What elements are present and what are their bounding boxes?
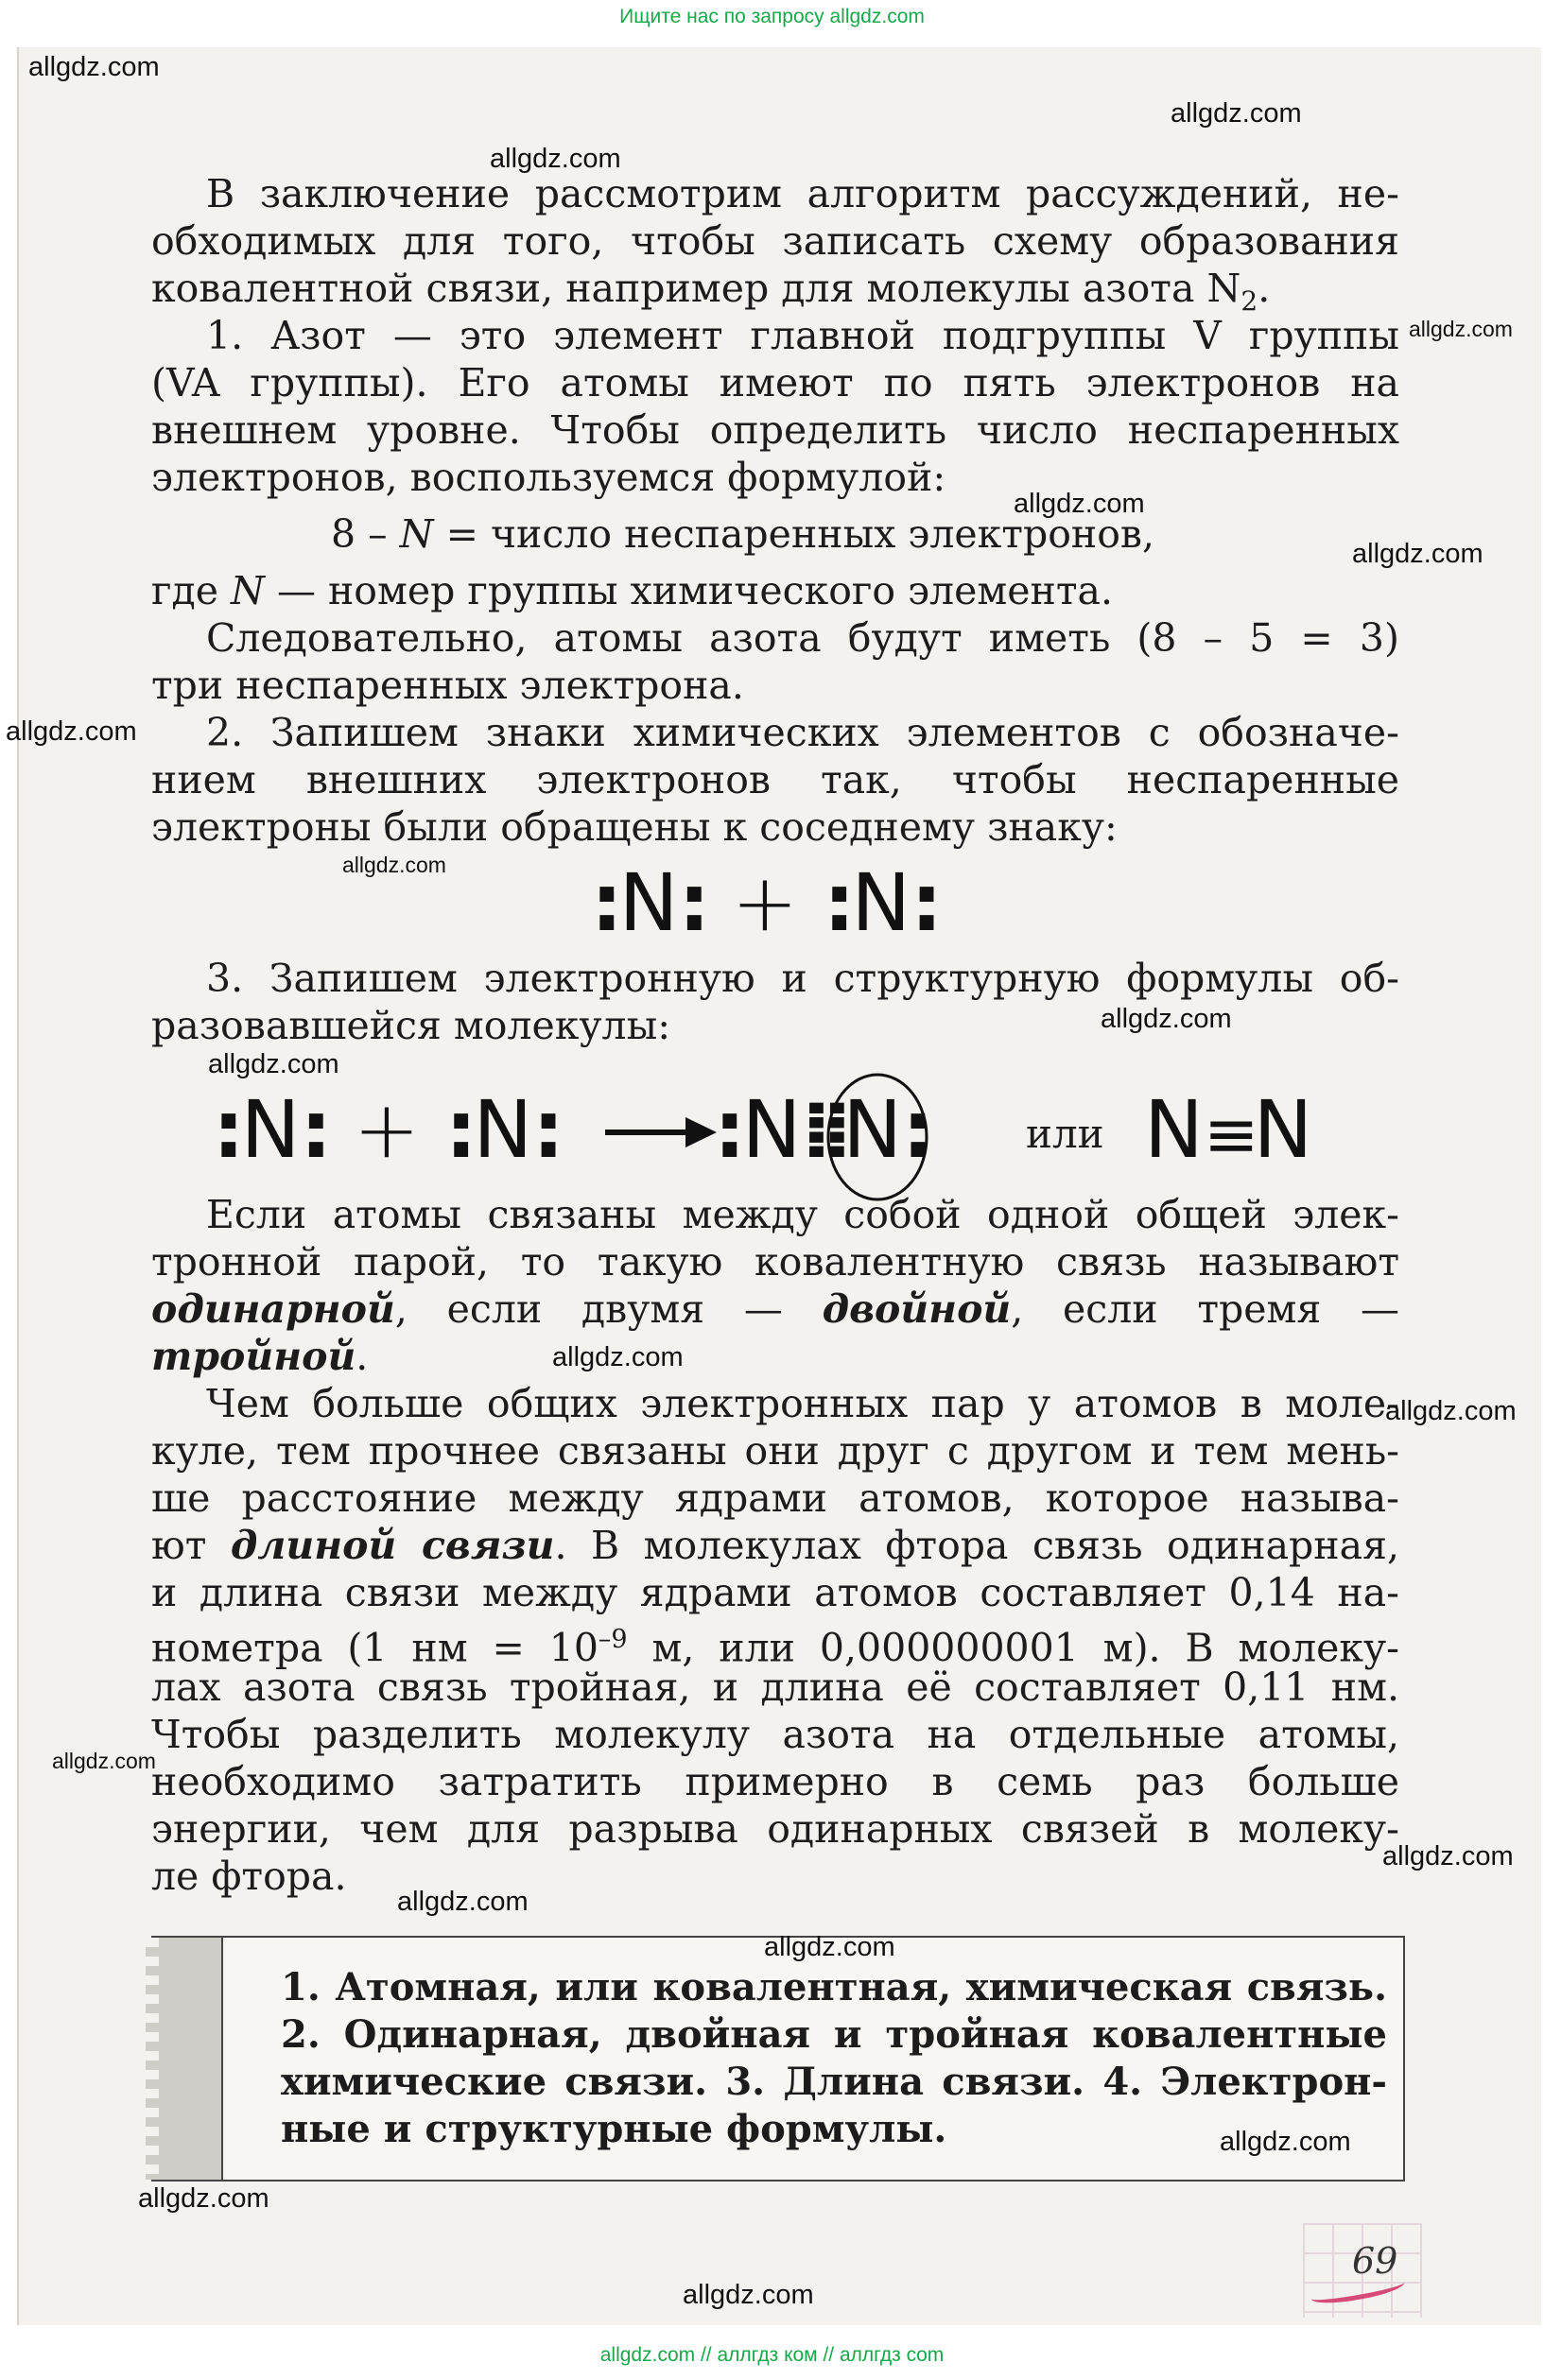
text-line: 1. Азот — это элемент главной подгруппы V группы (206, 313, 1399, 358)
watermark: allgdz.com (138, 2183, 269, 2214)
text-line: ше расстояние между ядрами атомов, которое называ- (151, 1475, 1399, 1521)
watermark: allgdz.com (1382, 1841, 1514, 1871)
or-word: или (1026, 1111, 1104, 1157)
nitrogen-symbol: N (1253, 1083, 1313, 1176)
term-single: одинарной (151, 1286, 395, 1332)
term-triple: тройной (151, 1334, 356, 1379)
text-fragment: = число неспаренных электронов, (433, 511, 1155, 557)
watermark: allgdz.com (1014, 489, 1145, 519)
variable-n: N (399, 511, 434, 557)
text-line: Чтобы разделить молекулу азота на отдельные атомы, (151, 1712, 1399, 1757)
text-line: электроны были обращены к соседнему знаку: (151, 804, 1118, 850)
electron-dots: : (714, 1083, 742, 1176)
text-line: Следовательно, атомы азота будут иметь (8 – 5 = 3) (206, 615, 1399, 661)
reaction-arrow-icon (605, 1104, 719, 1161)
watermark: allgdz.com (1385, 1396, 1517, 1426)
text-line: лах азота связь тройная, и длина её составляет 0,11 нм. (151, 1664, 1399, 1710)
term-double: двойной (822, 1286, 1012, 1332)
box-decor-edge (153, 1938, 223, 2180)
watermark: allgdz.com (490, 144, 621, 174)
triple-bond-icon: ≡ (1203, 1095, 1254, 1173)
text-line: и длина связи между ядрами атомов составляет 0,14 на- (151, 1570, 1399, 1615)
term-bond-length: длиной связи (230, 1523, 555, 1568)
text-fragment: нометра (1 нм = 10 (151, 1625, 599, 1671)
text-line: необходимо затратить примерно в семь раз больше (151, 1759, 1399, 1804)
subscript: 2 (1240, 285, 1258, 318)
text-line: разовавшейся молекулы: (151, 1003, 671, 1048)
text-line: куле, тем прочнее связаны они друг с другом и тем мень- (151, 1428, 1399, 1474)
nitrogen-symbol: N (851, 856, 911, 949)
key-term-line: ные и структурные формулы. (281, 2107, 947, 2151)
text-line: Чем больше общих электронных пар у атомов в моле- (206, 1381, 1399, 1426)
plus-sign: + (353, 1083, 421, 1176)
text-fragment: где (151, 568, 232, 613)
electron-dots: : (532, 1083, 561, 1176)
electron-dots: : (902, 1083, 930, 1176)
watermark: allgdz.com (1171, 98, 1302, 129)
watermark: allgdz.com (683, 2280, 814, 2310)
key-term-line: 1. Атомная, или ковалентная, химическая связь. (281, 1965, 1387, 2009)
text-line: ле фтора. (151, 1854, 347, 1899)
key-terms-box (151, 1936, 1405, 2182)
text-line: электронов, воспользуемся формулой: (151, 455, 946, 500)
text-line: В заключение рассмотрим алгоритм рассуждений, не- (206, 171, 1399, 216)
watermark: allgdz.com (1409, 317, 1513, 341)
nitrogen-symbol: N (741, 1083, 802, 1176)
text-line: 3. Запишем электронную и структурную формулы об- (206, 956, 1399, 1001)
watermark: allgdz.com (52, 1749, 156, 1773)
watermark: allgdz.com (552, 1342, 684, 1372)
text-line (151, 567, 1399, 614)
plus-sign: + (731, 856, 799, 949)
text-fragment: — номер группы химического элемента. (264, 568, 1114, 613)
bottom-banner[interactable]: allgdz.com // аллгдз ком // аллгдз com (599, 2344, 945, 2366)
text-fragment: ют (151, 1523, 231, 1568)
electron-dots: : (300, 1083, 329, 1176)
exponent: –9 (598, 1625, 628, 1654)
text-line: тронной парой, то такую ковалентную связь называют (151, 1239, 1399, 1285)
text-fragment: . (1258, 266, 1271, 311)
text-line: внешнем уровне. Чтобы определить число неспаренных (151, 407, 1399, 453)
nitrogen-symbol: N (618, 856, 679, 949)
watermark: allgdz.com (342, 853, 446, 877)
electron-dots: : (823, 856, 852, 949)
nitrogen-symbol: N (473, 1083, 533, 1176)
page-number-corner (1303, 2223, 1422, 2318)
nitrogen-symbol: N (240, 1083, 301, 1176)
watermark: allgdz.com (28, 52, 160, 82)
electron-dots: : (911, 856, 939, 949)
electron-dots: : (444, 1083, 474, 1176)
text-fragment: , если двумя — (394, 1286, 823, 1332)
text-line: обходимых для того, чтобы записать схему образования (151, 218, 1399, 264)
structural-formula (1144, 1083, 1313, 1177)
watermark: allgdz.com (1101, 1004, 1232, 1034)
text-line: Если атомы связаны между собой одной общей элек- (206, 1192, 1399, 1237)
page-number: 69 (1352, 2240, 1398, 2282)
shared-pair-circle-icon (821, 1066, 934, 1208)
nitrogen-symbol: N (842, 1083, 903, 1176)
text-fragment: м, или 0,000000001 м). В молеку- (627, 1625, 1399, 1671)
text-fragment: . В молекулах фтора связь одинарная, (554, 1523, 1399, 1568)
electron-dots: : (678, 856, 707, 949)
watermark: allgdz.com (397, 1887, 529, 1917)
variable-n: N (231, 568, 265, 613)
key-term-line: 2. Одинарная, двойная и тройная ковалентные (281, 2012, 1387, 2057)
nitrogen-symbol: N (1144, 1083, 1204, 1176)
electron-dots: : (591, 856, 619, 949)
text-line: нием внешних электронов так, чтобы неспаренные (151, 757, 1399, 802)
electron-dots: : (213, 1083, 241, 1176)
text-line: 2. Запишем знаки химических элементов с обозначе- (206, 710, 1399, 755)
text-line (151, 1333, 1399, 1380)
watermark: allgdz.com (1352, 539, 1483, 569)
key-term-line: химические связи. 3. Длина связи. 4. Электрон- (281, 2060, 1387, 2104)
text-fragment: . (356, 1334, 369, 1379)
watermark: allgdz.com (764, 1932, 895, 1962)
text-fragment: , если тремя — (1011, 1286, 1399, 1332)
text-line: энергии, чем для разрыва одинарных связей в молеку- (151, 1806, 1399, 1852)
text-line: (VA группы). Его атомы имеют по пять электронов на (151, 360, 1399, 405)
lewis-atoms-formula (591, 856, 939, 949)
text-fragment: 8 – (331, 511, 400, 557)
watermark: allgdz.com (6, 716, 137, 747)
watermark: allgdz.com (1220, 2127, 1351, 2157)
text-line (151, 1522, 1399, 1569)
text-fragment: ковалентной связи, например для молекулы азота N (151, 266, 1241, 311)
watermark: allgdz.com (208, 1049, 339, 1079)
text-line (151, 1285, 1399, 1333)
text-line: три неспаренных электрона. (151, 663, 744, 708)
lewis-molecule-formula (213, 1083, 561, 1176)
shared-electron-pairs: ⁞⁞ (801, 1083, 843, 1176)
top-banner[interactable]: Ищите нас по запросу allgdz.com (619, 6, 925, 27)
